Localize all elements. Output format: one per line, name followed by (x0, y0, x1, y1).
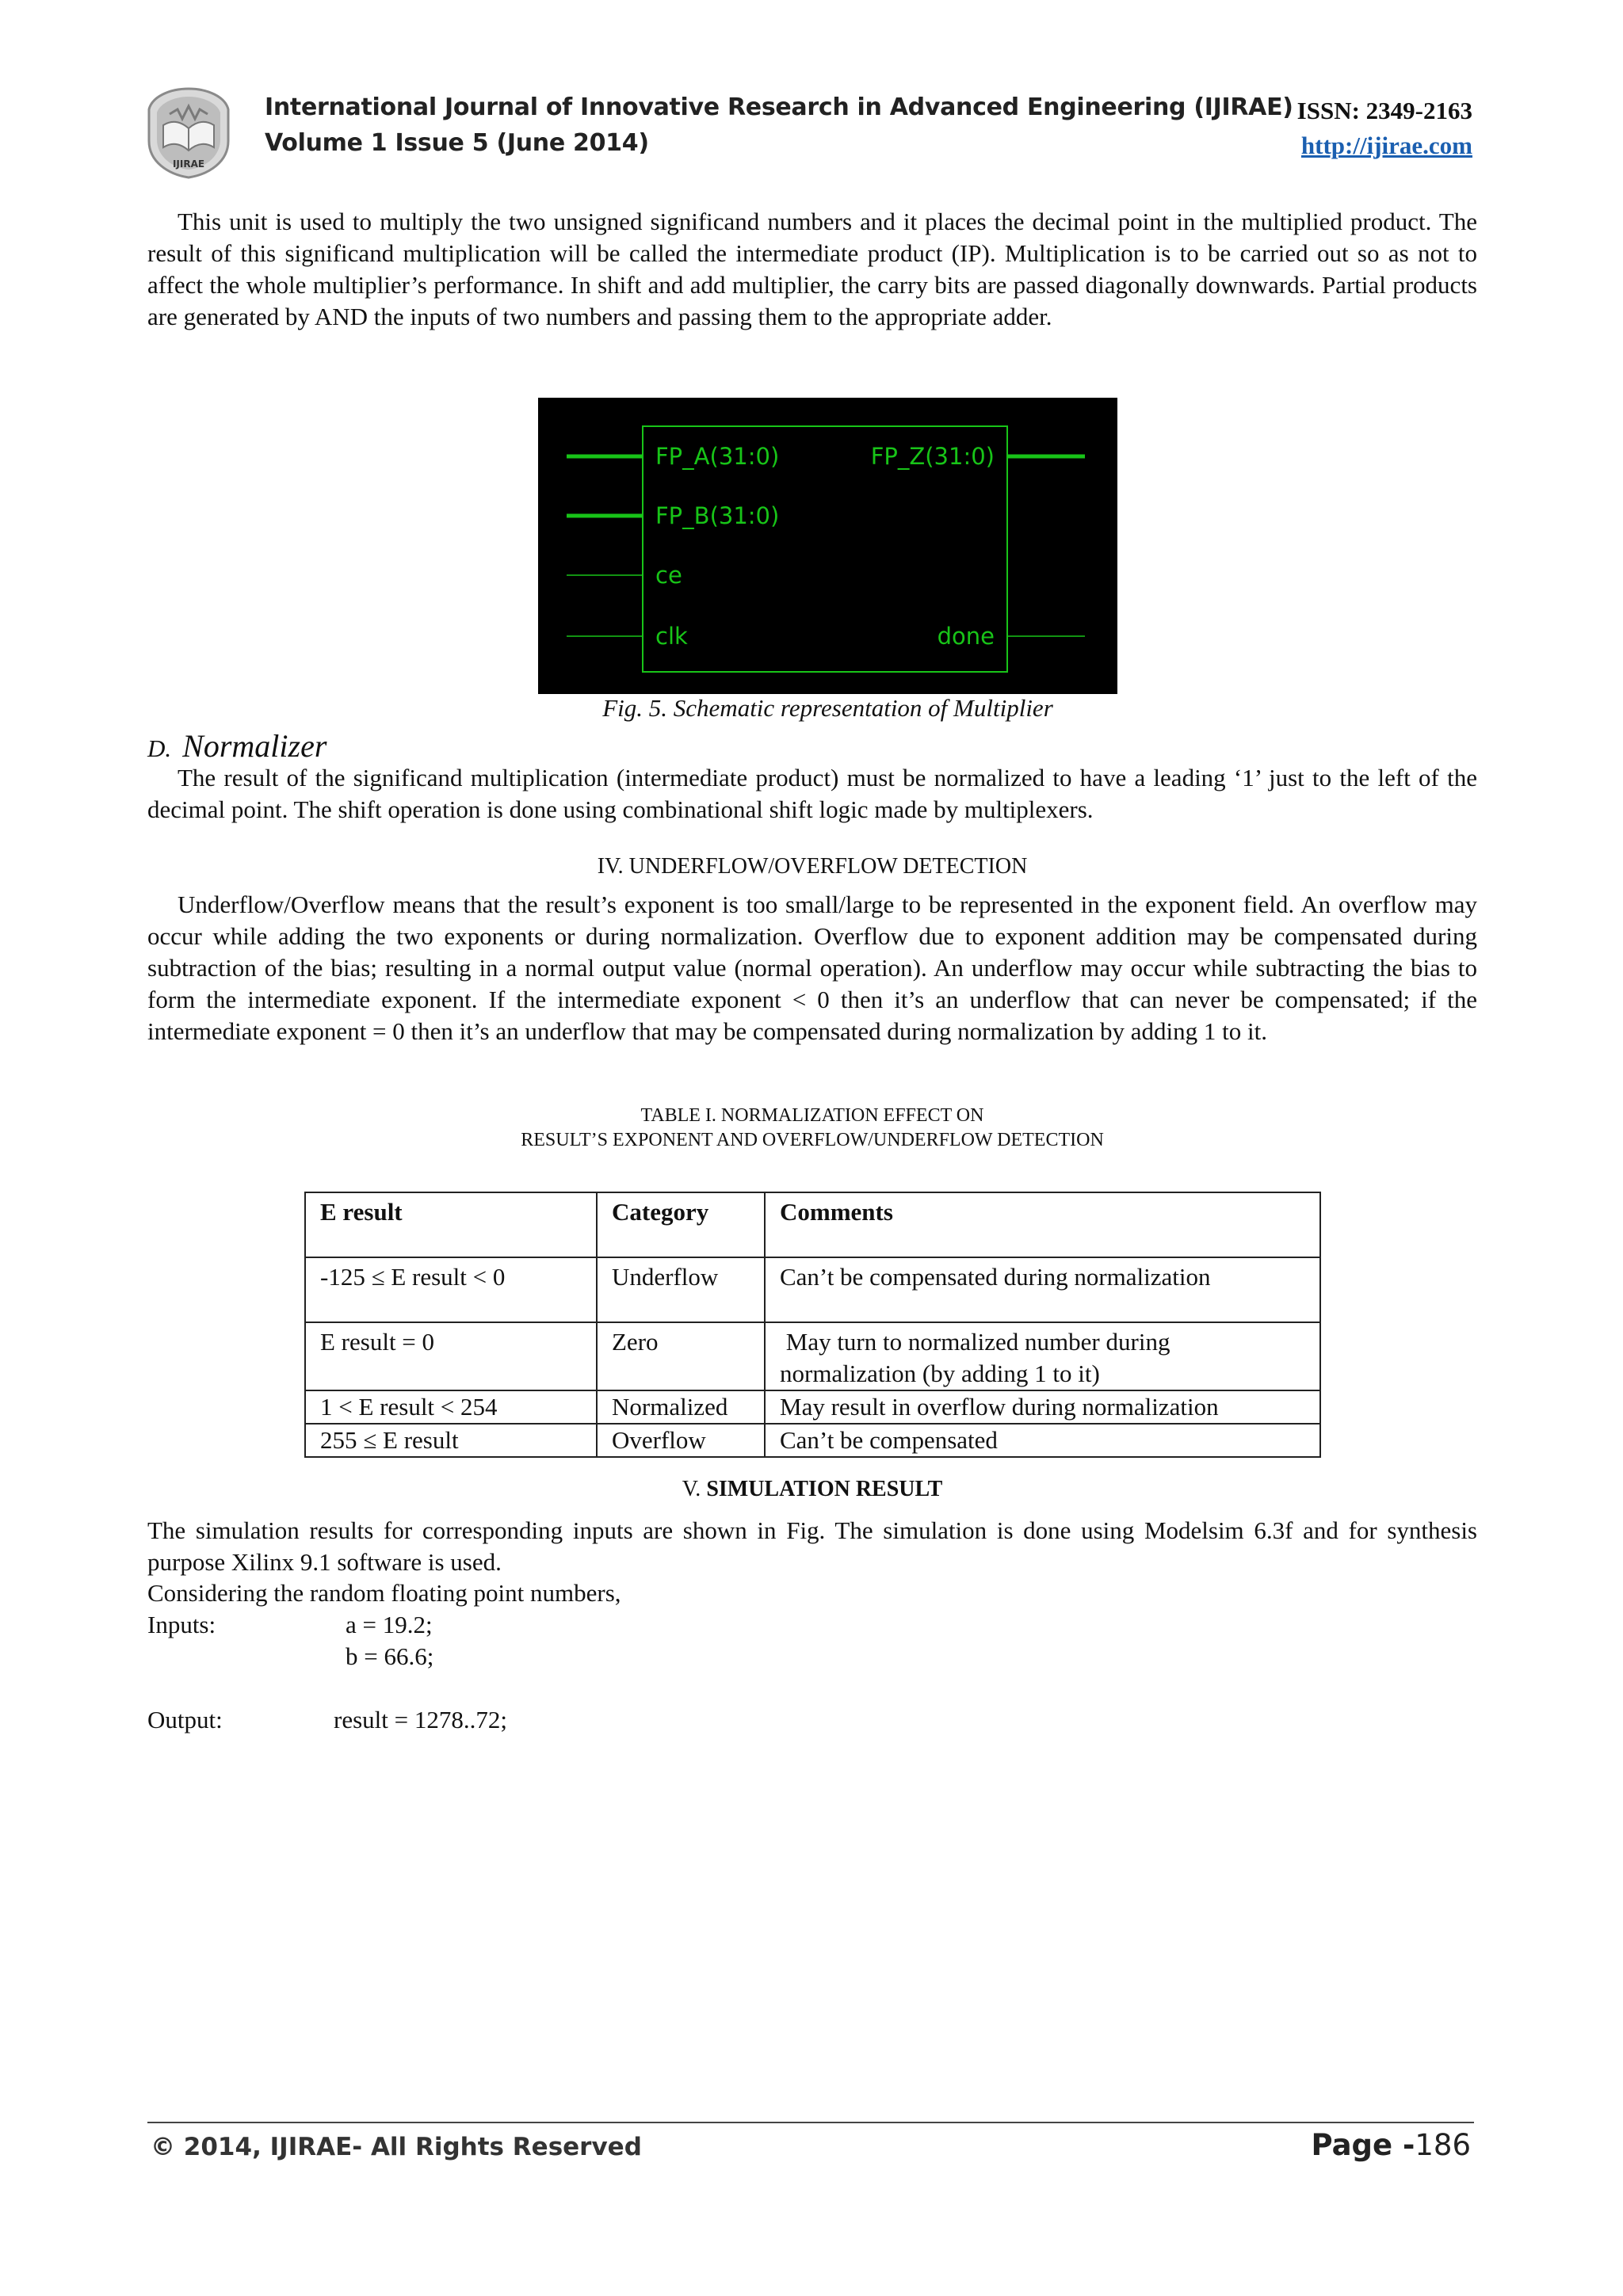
fp-a-label: FP_A(31:0) (655, 443, 780, 470)
normalization-table (304, 1192, 1321, 1458)
copyright-notice: © 2014, IJIRAE- All Rights Reserved (151, 2133, 642, 2161)
inputs-label: Inputs: (147, 1611, 216, 1638)
cell-comments: Can’t be compensated during normalization (765, 1257, 1320, 1322)
section-5-paragraph: The simulation results for corresponding inputs are shown in Fig. The simulation is done using Modelsim 6.3f and for synthesis purpose Xilinx 9.1 software is used. (147, 1516, 1477, 1576)
table-caption-line-2: RESULT’S EXPONENT AND OVERFLOW/UNDERFLOW DETECTION (521, 1130, 1104, 1150)
header-e-result: E result (305, 1192, 597, 1257)
header-comments: Comments (765, 1192, 1320, 1257)
cell-category: Overflow (597, 1424, 765, 1457)
subsection-title: Normalizer (182, 728, 327, 764)
cell-comments: Can’t be compensated (765, 1424, 1320, 1457)
table-row (305, 1390, 1320, 1424)
section-4-heading (147, 854, 1477, 879)
input-a-value: a = 19.2; (346, 1611, 433, 1638)
journal-logo (146, 86, 231, 179)
journal-title: International Journal of Innovative Research in Advanced Engineering (IJIRAE) (265, 93, 1293, 121)
intro-paragraph: This unit is used to multiply the two unsigned significand numbers and it places the decimal point in the multiplied product. The result of this significand multiplication will be called the intermediate product (IP). Multiplication is to be carried out so as not to affect the whole multiplier’s performance. In shift and add multiplier, the carry bits are passed diagonally downwards. Partial products are generated by AND the inputs of two numbers and passing them to the appropriate adder. (147, 208, 1477, 330)
table-row (305, 1257, 1320, 1322)
cell-e-result: -125 ≤ E result < 0 (305, 1257, 597, 1322)
figure-caption: Fig. 5. Schematic representation of Multiplier (602, 694, 1053, 722)
footer-divider (147, 2122, 1474, 2123)
cell-e-result: E result = 0 (305, 1322, 597, 1390)
multiplier-schematic (538, 398, 1117, 694)
cell-category: Normalized (597, 1390, 765, 1424)
input-b-value: b = 66.6; (346, 1642, 434, 1670)
cell-e-result: 1 < E result < 254 (305, 1390, 597, 1424)
schematic-diagram (538, 398, 1117, 694)
cell-category: Underflow (597, 1257, 765, 1322)
clk-label: clk (655, 623, 688, 650)
page-number (1311, 2128, 1471, 2162)
normalizer-paragraph: The result of the significand multiplication (intermediate product) must be normalized to have a leading ‘1’ just to the left of the decimal point. The shift operation is done using combinational shift logic made by multiplexers. (147, 764, 1477, 823)
section-number: IV. (597, 854, 624, 879)
section-title: SIMULATION RESULT (706, 1477, 943, 1501)
cell-category: Zero (597, 1322, 765, 1390)
considering-text: Considering the random floating point numbers, (147, 1579, 621, 1607)
ce-label: ce (655, 562, 682, 589)
table-header-row (305, 1192, 1320, 1257)
output-value: result = 1278..72; (334, 1706, 507, 1733)
cell-comments: May result in overflow during normalization (765, 1390, 1320, 1424)
section-4-paragraph: Underflow/Overflow means that the result’s exponent is too small/large to be represented in the exponent field. An overflow may occur while adding the two exponents or during normalization. Overflow due to exponent addition may be compensated during subtraction of the bias; resulting in a normal output value (normal operation). An underflow may occur while subtracting the bias to form the intermediate exponent. If the intermediate exponent < 0 then it’s an underflow that can never be compensated; if the intermediate exponent = 0 then it’s an underflow that may be compensated during normalization by adding 1 to it. (147, 891, 1477, 1045)
table-row (305, 1424, 1320, 1457)
journal-url-link[interactable]: http://ijirae.com (1300, 132, 1472, 159)
page-number-value: 186 (1415, 2128, 1471, 2162)
fp-z-label: FP_Z(31:0) (870, 443, 995, 470)
section-number: V. (682, 1477, 701, 1501)
section-5-heading (147, 1477, 1477, 1502)
page-label: Page - (1311, 2128, 1415, 2162)
output-label: Output: (147, 1706, 223, 1733)
fp-b-label: FP_B(31:0) (655, 502, 780, 529)
table-row (305, 1322, 1320, 1390)
logo-label: IJIRAE (172, 158, 205, 170)
normalizer-heading (147, 727, 327, 765)
done-label: done (937, 623, 995, 650)
issn: ISSN: 2349-2163 (1296, 97, 1472, 124)
volume-issue: Volume 1 Issue 5 (June 2014) (265, 129, 649, 157)
cell-e-result: 255 ≤ E result (305, 1424, 597, 1457)
header-category: Category (597, 1192, 765, 1257)
table-caption-line-1: TABLE I. NORMALIZATION EFFECT ON (640, 1105, 984, 1126)
cell-comments: May turn to normalized number during normalization (by adding 1 to it) (765, 1322, 1320, 1390)
subsection-letter: D. (147, 734, 172, 762)
section-title: UNDERFLOW/OVERFLOW DETECTION (628, 854, 1028, 879)
